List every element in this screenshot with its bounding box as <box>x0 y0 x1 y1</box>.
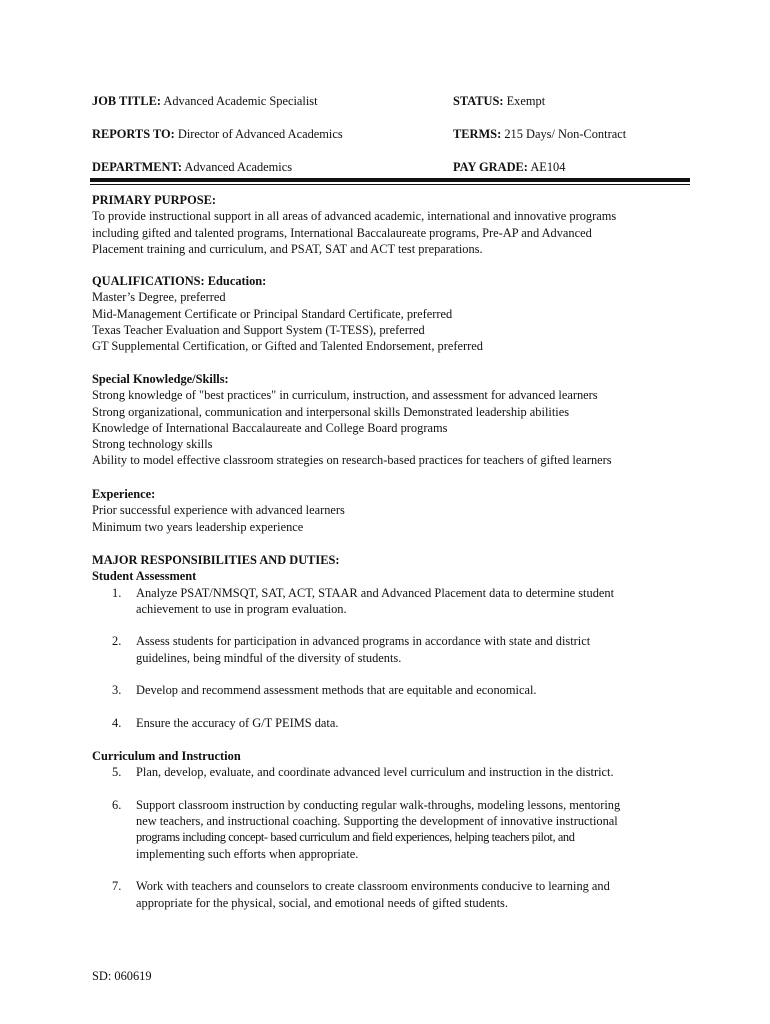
item-line: Plan, develop, evaluate, and coordinate advanced level curriculum and instruction in the district. <box>136 765 614 780</box>
header-row-job-title <box>92 92 692 110</box>
duties-heading: MAJOR RESPONSIBILITIES AND DUTIES: <box>92 553 340 567</box>
item-line: achievement to use in program evaluation. <box>136 601 347 616</box>
experience-heading: Experience: <box>92 487 156 501</box>
header-row-department <box>92 158 692 176</box>
department-label: DEPARTMENT: <box>92 160 182 174</box>
header-divider-thin <box>90 184 690 185</box>
job-title-field <box>92 92 318 110</box>
item-line: Analyze PSAT/NMSQT, SAT, ACT, STAAR and Advanced Placement data to determine student <box>136 585 615 600</box>
qualifications-heading: QUALIFICATIONS: Education: <box>92 274 267 288</box>
item-number: 7. <box>112 879 122 894</box>
qualification-line: GT Supplemental Certification, or Gifted and Talented Endorsement, preferred <box>92 339 483 354</box>
experience-section <box>92 486 692 535</box>
item-number: 1. <box>112 585 122 600</box>
qualification-line: Mid-Management Certificate or Principal Standard Certificate, preferred <box>92 306 453 321</box>
list-item <box>92 585 692 618</box>
item-number: 3. <box>112 683 122 698</box>
skill-line: Strong technology skills <box>92 437 213 452</box>
experience-line: Prior successful experience with advanced learners <box>92 503 345 518</box>
status-field <box>453 92 545 110</box>
curriculum-heading: Curriculum and Instruction <box>92 749 241 763</box>
department-value: Advanced Academics <box>184 160 293 174</box>
job-title-value: Advanced Academic Specialist <box>163 94 318 108</box>
item-number: 2. <box>112 634 122 649</box>
curriculum-list <box>92 764 692 911</box>
pay-grade-label: PAY GRADE: <box>453 160 528 174</box>
duties-section <box>92 552 692 748</box>
item-line: guidelines, being mindful of the diversity of students. <box>136 650 402 665</box>
header-row-reports-to <box>92 125 692 143</box>
primary-purpose-line: To provide instructional support in all areas of advanced academic, international and innovative programs <box>92 209 617 224</box>
item-line: new teachers, and instructional coaching. Supporting the development of innovative instructional <box>136 814 618 829</box>
experience-line: Minimum two years leadership experience <box>92 519 304 534</box>
item-line: Ensure the accuracy of G/T PEIMS data. <box>136 715 339 730</box>
item-line: implementing such efforts when appropriate. <box>136 846 359 861</box>
department-field <box>92 158 292 176</box>
special-skills-heading: Special Knowledge/Skills: <box>92 372 229 386</box>
qualification-line: Master’s Degree, preferred <box>92 290 226 305</box>
pay-grade-field <box>453 158 565 176</box>
skill-line: Knowledge of International Baccalaureate and College Board programs <box>92 420 448 435</box>
reports-to-field <box>92 125 343 143</box>
primary-purpose-section <box>92 192 692 257</box>
header-divider-thick <box>90 178 690 182</box>
list-item <box>92 764 692 780</box>
student-assessment-list <box>92 585 692 732</box>
item-number: 4. <box>112 715 122 730</box>
item-number: 6. <box>112 797 122 812</box>
list-item <box>92 715 692 731</box>
list-item <box>92 797 692 862</box>
reports-to-label: REPORTS TO: <box>92 127 175 141</box>
status-label: STATUS: <box>453 94 504 108</box>
skill-line: Ability to model effective classroom strategies on research-based practices for teachers of gifted learners <box>92 453 612 468</box>
qualification-line: Texas Teacher Evaluation and Support System (T-TESS), preferred <box>92 322 425 337</box>
terms-label: TERMS: <box>453 127 502 141</box>
primary-purpose-heading: PRIMARY PURPOSE: <box>92 193 217 207</box>
primary-purpose-line: Placement training and curriculum, and PSAT, SAT and ACT test preparations. <box>92 241 483 256</box>
status-value: Exempt <box>506 94 546 108</box>
item-number: 5. <box>112 765 122 780</box>
item-line: Develop and recommend assessment methods that are equitable and economical. <box>136 683 537 698</box>
item-line: Assess students for participation in advanced programs in accordance with state and district <box>136 634 591 649</box>
job-title-label: JOB TITLE: <box>92 94 161 108</box>
list-item <box>92 633 692 666</box>
reports-to-value: Director of Advanced Academics <box>177 127 343 141</box>
item-line: programs including concept- based curriculum and field experiences, helping teachers pilot, and <box>136 830 575 845</box>
item-line: Support classroom instruction by conducting regular walk-throughs, modeling lessons, mentoring <box>136 797 621 812</box>
list-item <box>92 682 692 698</box>
terms-value: 215 Days/ Non-Contract <box>504 127 627 141</box>
skill-line: Strong organizational, communication and interpersonal skills Demonstrated leadership abilities <box>92 404 570 419</box>
terms-field <box>453 125 626 143</box>
student-assessment-heading: Student Assessment <box>92 569 197 584</box>
special-skills-section <box>92 371 692 469</box>
primary-purpose-line: including gifted and talented programs, International Baccalaureate programs, Pre-AP and Advanced <box>92 225 592 240</box>
qualifications-section <box>92 273 692 354</box>
skill-line: Strong knowledge of "best practices" in curriculum, instruction, and assessment for advanced learners <box>92 388 598 403</box>
footer-code: SD: 060619 <box>92 969 152 983</box>
pay-grade-value: AE104 <box>530 160 566 174</box>
list-item <box>92 878 692 911</box>
item-line: Work with teachers and counselors to create classroom environments conducive to learning and <box>136 879 610 894</box>
item-line: appropriate for the physical, social, and emotional needs of gifted students. <box>136 895 508 910</box>
curriculum-section <box>92 748 692 927</box>
